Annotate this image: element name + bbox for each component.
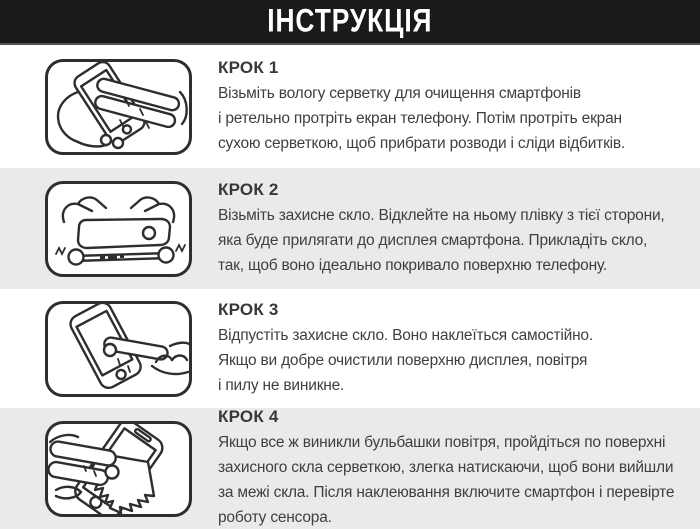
step-row-1: [0, 45, 700, 168]
step2-line: так, щоб воно ідеально покривало поверхню телефону.: [218, 256, 608, 274]
step4-line: захисного скла серветкою, злегка натискаючи, щоб вони вийшли: [218, 459, 674, 476]
step2-label: КРОК 2: [218, 179, 279, 199]
step4-label: КРОК 4: [218, 407, 279, 426]
step2-illustration: [0, 181, 218, 277]
step-row-4: [0, 408, 700, 529]
hold-glass-icon: [48, 184, 189, 274]
step3-label: КРОК 3: [218, 299, 279, 319]
step2-illustration-frame: [45, 181, 192, 277]
step2-line: яка буде прилягати до дисплея смартфона. Прикладіть скло,: [218, 231, 648, 249]
step4-line: роботу сенсора.: [218, 509, 332, 526]
step1-illustration: [0, 59, 218, 155]
step-row-2: [0, 168, 700, 289]
press-finger-icon: [48, 304, 189, 394]
step-row-3: [0, 289, 700, 408]
step4-line: Якщо все ж виникли бульбашки повітря, пройдіться по поверхні: [218, 434, 666, 451]
step3-illustration-frame: [45, 301, 192, 397]
step1-line: і ретельно протріть екран телефону. Потім протріть екран: [218, 109, 622, 127]
step4-illustration: [0, 421, 218, 517]
step2-line: Візьміть захисне скло. Відклейте на ньому плівку з тієї сторони,: [218, 206, 665, 224]
step1-text: [218, 58, 700, 156]
napkin-wipe-icon: [48, 424, 189, 514]
step1-line: Візьміть вологу серветку для очищення смартфонів: [218, 84, 581, 102]
page-title: ІНСТРУКЦІЯ: [267, 3, 433, 39]
step3-line: Якщо ви добре очистили поверхню дисплея, повітря: [218, 351, 588, 369]
step3-illustration: [0, 301, 218, 397]
step4-line: за межі скла. Після наклеювання включите смартфон і перевірте: [218, 484, 675, 501]
step1-illustration-frame: [45, 59, 192, 155]
step1-label: КРОК 1: [218, 57, 279, 77]
step4-illustration-frame: [45, 421, 192, 517]
step3-line: Відпустіть захисне скло. Воно наклеїться самостійно.: [218, 326, 593, 344]
header-bar: [0, 0, 700, 45]
step1-line: сухою серветкою, щоб прибрати розводи і сліди відбитків.: [218, 134, 626, 152]
step3-text: [218, 300, 700, 398]
step2-text: [218, 180, 700, 278]
wet-wipe-phone-icon: [48, 62, 189, 152]
step4-text: [218, 407, 700, 530]
step3-line: і пилу не виникне.: [218, 376, 345, 394]
